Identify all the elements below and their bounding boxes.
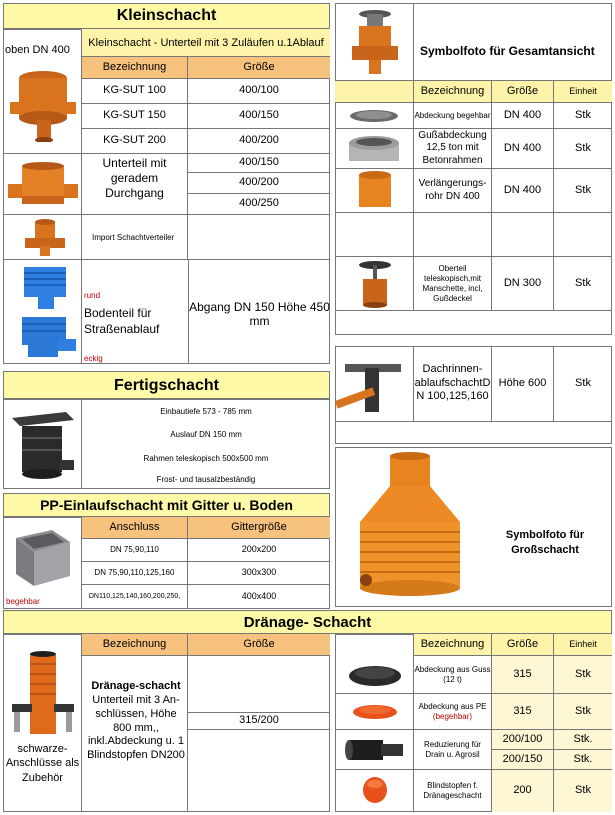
row-name: Abdeckung aus PE <box>418 702 487 711</box>
row-unit: Stk <box>554 770 612 812</box>
draenage-size: 315/200 <box>188 712 330 730</box>
table-row-size: 400/200 <box>188 129 330 154</box>
row-size: DN 400 <box>492 169 554 213</box>
row-unit: Stk <box>554 169 612 213</box>
fertigschacht-title: Fertigschacht <box>3 371 330 399</box>
kleinschacht-subtitle: Kleinschacht - Unterteil mit 3 Zuläufen u.1Ablauf <box>82 29 330 57</box>
table-row-size: 400/150 <box>188 104 330 129</box>
col-bezeichnung: Bezeichnung <box>414 634 492 656</box>
cell <box>492 213 554 257</box>
header-spacer <box>335 81 414 103</box>
col-groesse: Größe <box>188 57 330 79</box>
dachrinne-unit: Stk <box>554 346 612 422</box>
col-anschluss: Anschluss <box>82 517 188 539</box>
row-size: DN 400 <box>492 103 554 129</box>
cell <box>335 103 414 129</box>
row-unit: Stk <box>554 656 612 694</box>
row-unit: Stk <box>554 129 612 169</box>
grossschacht-icon <box>350 452 470 602</box>
durchgang-size: 400/200 <box>188 173 330 194</box>
table-row-size: 300x300 <box>188 562 330 585</box>
draenageschacht-icon <box>12 650 74 740</box>
divider <box>3 153 82 154</box>
cell <box>335 257 414 311</box>
cell <box>335 656 414 694</box>
col-gittergroesse: Gittergröße <box>188 517 330 539</box>
col-einheit: Einheit <box>554 81 612 103</box>
fertigschacht-specs <box>82 399 330 489</box>
row-name: Abdeckung aus Guss (12 t) <box>414 656 492 694</box>
table-row-name: KG-SUT 100 <box>82 79 188 104</box>
row-name-cell <box>414 694 492 730</box>
spec-text: Rahmen teleskopisch 500x500 mm <box>143 454 269 463</box>
divider <box>3 214 82 215</box>
symbol-gross-label: Symbolfoto für Großschacht <box>505 529 585 556</box>
cell <box>335 730 414 770</box>
oben-label: oben DN 400 <box>5 44 70 56</box>
pp-einlaufschacht-icon <box>12 524 72 590</box>
begehbar-label: begehbar <box>6 597 40 606</box>
dachrinne-name: Dachrinnen-ablaufschachtD N 100,125,160 <box>414 346 492 422</box>
row-size: 315 <box>492 656 554 694</box>
row-name: Verlängerungs-rohr DN 400 <box>414 169 492 213</box>
row-size: 315 <box>492 694 554 730</box>
row-size: 200 <box>492 770 554 812</box>
oberteil-icon <box>335 257 414 311</box>
cell <box>414 213 492 257</box>
table-row-anschluss: DN 75,90,110 <box>82 539 188 562</box>
spec-text: Frost- und tausalzbeständig <box>156 475 256 484</box>
draenage-name: Dränage-schacht <box>91 680 181 692</box>
gesamtansicht-icon <box>352 8 398 76</box>
col-bezeichnung: Bezeichnung <box>414 81 492 103</box>
col-einheit: Einheit <box>554 634 612 656</box>
draenage-title: Dränage- Schacht <box>3 610 612 634</box>
table-row-size: 400/100 <box>188 79 330 104</box>
import-label: Import Schachtverteiler <box>82 215 188 260</box>
durchgang-fitting-icon <box>8 162 78 208</box>
rund-label: rund <box>84 291 101 300</box>
gussabdeckung-icon <box>335 129 414 169</box>
table-row-size: 400x400 <box>241 591 277 602</box>
bodenteil-label: Bodenteil für Straßenablauf <box>84 306 160 336</box>
dachrinnenschacht-icon <box>335 346 414 422</box>
table-row-size: 200x200 <box>188 539 330 562</box>
col-groesse: Größe <box>188 634 330 656</box>
eckig-label: eckig <box>84 354 103 363</box>
row-name: Reduzierung für Drain u. Agrosil <box>414 730 492 770</box>
cell <box>335 213 414 257</box>
dachrinne-size: Höhe 600 <box>492 346 554 422</box>
table-row-anschluss: DN110,125,140,160,200,250, <box>82 585 188 609</box>
row-unit: Stk <box>554 257 612 311</box>
symbol-gesamt-label: Symbolfoto für Gesamtansicht <box>420 44 595 58</box>
row-unit: Stk <box>554 103 612 129</box>
row-unit: Stk. <box>554 750 612 770</box>
draenage-desc: Unterteil mit 3 An-schlüssen, Höhe 800 mm,, inkl.Abdeckung u. 1 Blindstopfen DN200 <box>87 694 185 761</box>
cell <box>335 770 414 812</box>
spec-text: Auslauf DN 150 mm <box>170 430 242 439</box>
cell <box>554 213 612 257</box>
cell <box>335 346 414 422</box>
col-bezeichnung: Bezeichnung <box>82 57 188 79</box>
row-size: DN 400 <box>492 129 554 169</box>
bodenteil-rund-icon <box>18 265 74 311</box>
schachtverteiler-icon <box>25 218 65 258</box>
col-groesse: Größe <box>492 634 554 656</box>
fertigschacht-icon <box>10 408 76 484</box>
bodenteil-eckig-icon <box>18 315 78 361</box>
row-size: 200/100 <box>492 730 554 750</box>
row-note: (begehbar) <box>432 712 473 722</box>
durchgang-size: 400/150 <box>188 154 330 173</box>
col-groesse: Größe <box>492 81 554 103</box>
col-bezeichnung: Bezeichnung <box>82 634 188 656</box>
table-row-name: KG-SUT 150 <box>82 104 188 129</box>
guss-abdeckung-icon <box>335 656 414 694</box>
abgang-label: Abgang DN 150 Höhe 450 mm <box>188 260 330 364</box>
kleinschacht-title: Kleinschacht <box>3 3 330 29</box>
pp-title: PP-Einlaufschacht mit Gitter u. Boden <box>3 493 330 517</box>
row-unit: Stk <box>554 694 612 730</box>
cell <box>335 129 414 169</box>
row-name: Abdeckung begehbar <box>414 103 492 129</box>
table-row-name: KG-SUT 200 <box>82 129 188 154</box>
row-name: Gußabdeckung 12,5 ton mit Betonrahmen <box>414 129 492 169</box>
kg-sut-fitting-icon <box>10 62 76 142</box>
blindstopfen-icon <box>335 770 414 812</box>
row-name: Blindstopfen f. Dränageschacht <box>414 770 492 812</box>
table-row-anschluss: DN 75,90,110,125,160 <box>82 562 188 585</box>
row-size: DN 300 <box>492 257 554 311</box>
cell <box>335 694 414 730</box>
spec-text: Einbautiefe 573 - 785 mm <box>160 407 252 416</box>
zubehoer-label: schwarze-Anschlüsse als Zubehör <box>5 743 80 784</box>
pe-abdeckung-icon <box>335 694 414 730</box>
reduzierung-icon <box>335 730 414 770</box>
row-name: Oberteil teleskopisch,mit Manschette, incl, Gußdeckel <box>414 257 492 311</box>
row-size: 200/150 <box>492 750 554 770</box>
durchgang-size: 400/250 <box>188 194 330 215</box>
cell <box>335 169 414 213</box>
abdeckung-icon <box>335 103 414 129</box>
durchgang-label: Unterteil mit geradem Durchgang <box>82 154 188 215</box>
verlaengerungsrohr-icon <box>335 169 414 213</box>
row-unit: Stk. <box>554 730 612 750</box>
